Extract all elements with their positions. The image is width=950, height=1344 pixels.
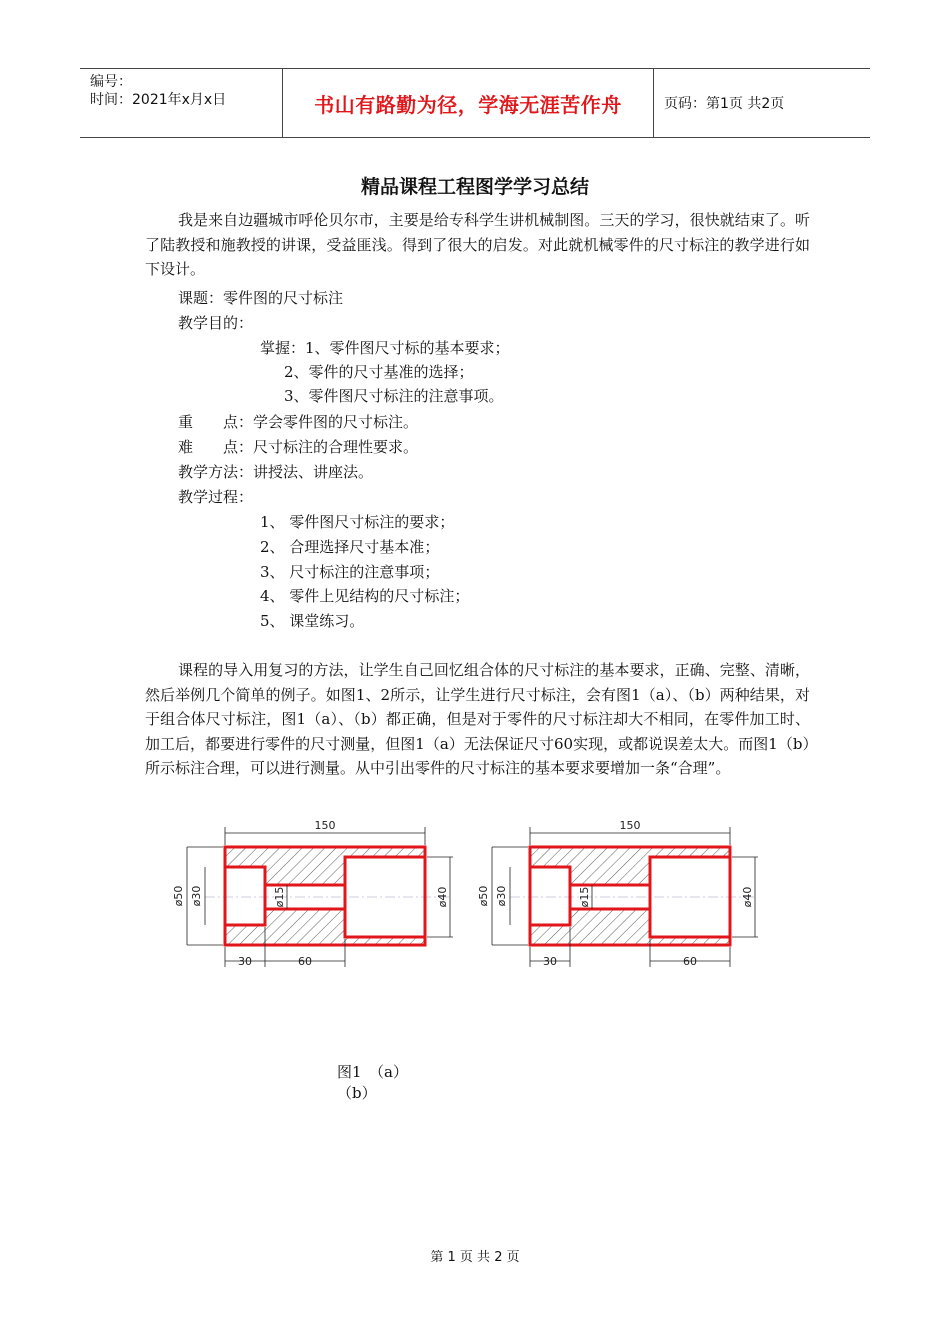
figure-caption-a: 图1 （a） <box>337 1063 408 1081</box>
dimension-length-60: 60 <box>683 955 697 968</box>
objective-item: 3、零件图尺寸标注的注意事项。 <box>284 387 504 405</box>
figure-caption-b: （b） <box>337 1084 377 1102</box>
page-footer: 第 1 页 共 2 页 <box>430 1250 520 1265</box>
dimension-total-length: 150 <box>314 819 336 832</box>
process-label: 教学过程： <box>178 488 254 506</box>
methods-line: 教学方法：讲授法、讲座法。 <box>178 463 374 481</box>
difficulty-line: 难 点：尺寸标注的合理性要求。 <box>178 438 419 456</box>
page-header <box>80 68 870 138</box>
process-item: 2、 合理选择尺寸基本准； <box>260 538 440 556</box>
objectives-label: 教学目的： <box>178 314 254 332</box>
process-item: 4、 零件上见结构的尺寸标注； <box>260 587 470 605</box>
header-meta <box>80 69 282 137</box>
time-label: 时间：2021年x月x日 <box>90 92 227 108</box>
objective-item: 掌握：1、零件图尺寸标的基本要求； <box>260 339 510 357</box>
dimension-length-30: 30 <box>238 955 252 968</box>
dimension-total-length: 150 <box>619 819 641 832</box>
header-page-label: 页码：第1页 共2页 <box>664 96 785 112</box>
document-title: 精品课程工程图学学习总结 <box>360 176 589 198</box>
dimension-through-hole: ø15 <box>578 886 591 908</box>
dimension-right-bore: ø40 <box>436 886 449 908</box>
key-point-line: 重 点：学会零件图的尺寸标注。 <box>178 413 419 431</box>
body-paragraph: 课程的导入用复习的方法，让学生自己回忆组合体的尺寸标注的基本要求，正确、完整、清晰，然后举例几个简单的例子。如图1、2所示，让学生进行尺寸标注，会有图1（a）、（b）两种结果，对于组合体尺寸标注，图1（a）、（b）都正确，但是对于零件的尺寸标注却大不相同，在零件加工时、加工后，都要进行零件的尺寸测量，但图1（a）无法保证尺寸60实现，或都说误差太大。而图1（b）所示标注合理，可以进行测量。从中引出零件的尺寸标注的基本要求要增加一条“合理”。 <box>145 661 810 777</box>
part-drawing-a <box>172 819 453 968</box>
figure-1-drawing <box>165 815 785 975</box>
dimension-outer-diameter: ø50 <box>172 885 185 907</box>
dimension-left-bore: ø30 <box>190 885 203 907</box>
topic-line: 课题：零件图的尺寸标注 <box>178 289 344 307</box>
process-item: 3、 尺寸标注的注意事项； <box>260 563 440 581</box>
dimension-length-60: 60 <box>298 955 312 968</box>
header-motto: 书山有路勤为径，学海无涯苦作舟 <box>282 69 654 137</box>
intro-paragraph: 我是来自边疆城市呼伦贝尔市，主要是给专科学生讲机械制图。三天的学习，很快就结束了。听了陆教授和施教授的讲课，受益匪浅。得到了很大的启发。对此就机械零件的尺寸标注的教学进行如下设计。 <box>145 211 810 278</box>
dimension-left-bore: ø30 <box>495 885 508 907</box>
dimension-through-hole: ø15 <box>273 886 286 908</box>
process-item: 5、 课堂练习。 <box>260 612 365 630</box>
dimension-right-bore: ø40 <box>741 886 754 908</box>
objective-item: 2、零件的尺寸基准的选择； <box>284 363 474 381</box>
dimension-length-30: 30 <box>543 955 557 968</box>
dimension-outer-diameter: ø50 <box>477 885 490 907</box>
number-label: 编号： <box>90 74 132 90</box>
process-item: 1、 零件图尺寸标注的要求； <box>260 513 455 531</box>
part-drawing-b <box>477 819 758 968</box>
